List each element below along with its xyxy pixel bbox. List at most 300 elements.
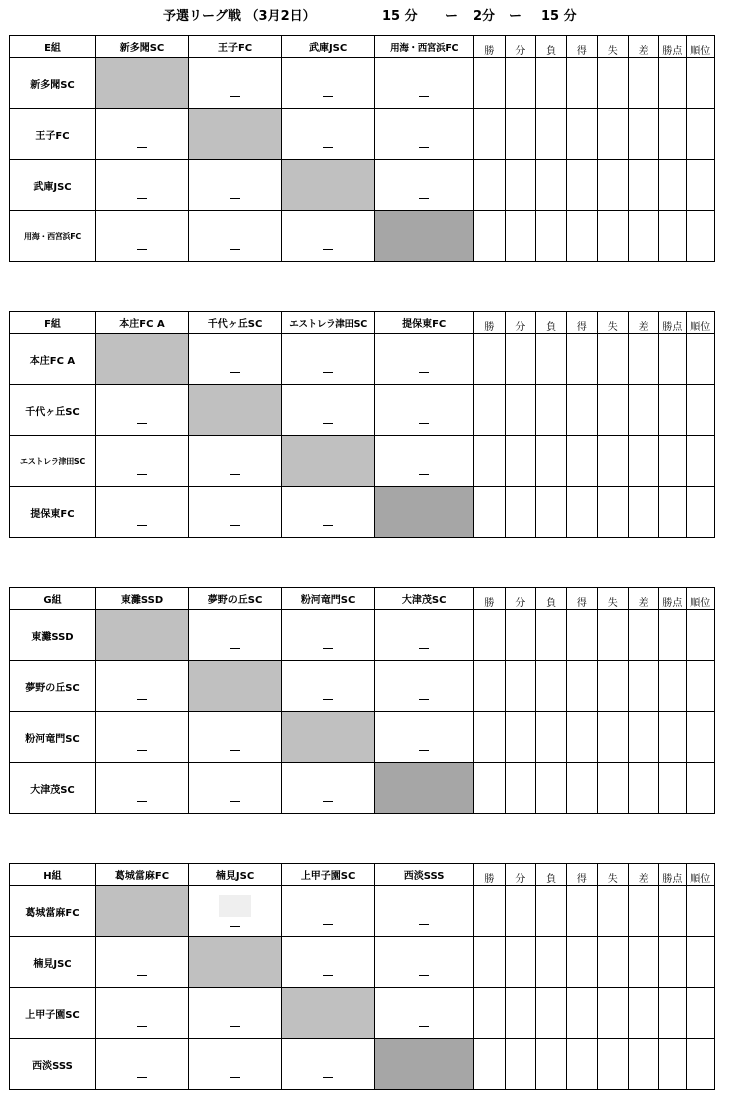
score-placeholder [230,524,240,526]
table-header-row [10,588,715,610]
score-placeholder [419,1025,429,1027]
column-team-name: 千代ヶ丘SC [189,312,282,334]
group-name: E組 [10,36,96,58]
group-table [9,587,715,814]
title-break: 2分 [473,9,496,24]
table-row [10,58,715,109]
score-placeholder [137,698,147,700]
stat-header: 順位 [686,864,714,886]
score-cell [189,763,282,814]
table-row [10,211,715,262]
stat-cell [686,487,714,538]
group-name: F組 [10,312,96,334]
stat-cell [567,385,597,436]
score-placeholder [137,1025,147,1027]
stat-cell [535,58,566,109]
score-cell [282,1039,375,1090]
stat-cell [686,385,714,436]
score-cell [95,1039,188,1090]
stat-cell [659,487,686,538]
score-cell [282,661,375,712]
self-match-cell [95,58,188,109]
score-placeholder [419,647,429,649]
score-cell [189,1039,282,1090]
table-row [10,334,715,385]
table-header-row [10,312,715,334]
row-team-name: 東灘SSD [10,610,96,661]
stat-cell [597,58,628,109]
stat-header: 分 [505,36,535,58]
table-header-row [10,36,715,58]
table-row [10,160,715,211]
stat-cell [597,937,628,988]
stat-header: 負 [535,864,566,886]
score-cell [282,610,375,661]
score-cell [95,661,188,712]
stat-cell [686,661,714,712]
self-match-cell [282,712,375,763]
stat-cell [474,385,505,436]
stat-cell [535,436,566,487]
stat-header: 勝点 [659,312,686,334]
column-team-name: 大津茂SC [375,588,474,610]
row-team-name: 葛城當麻FC [10,886,96,937]
stat-cell [535,109,566,160]
stat-cell [505,211,535,262]
stat-cell [628,436,658,487]
score-cell [282,334,375,385]
score-cell [375,988,474,1039]
score-cell [375,58,474,109]
score-cell [282,487,375,538]
stat-header: 差 [628,864,658,886]
stat-cell [535,763,566,814]
stat-cell [474,109,505,160]
stat-cell [597,988,628,1039]
stat-cell [474,610,505,661]
stat-header: 差 [628,36,658,58]
score-placeholder [419,923,429,925]
self-match-cell [95,610,188,661]
stat-cell [474,487,505,538]
score-placeholder [323,974,333,976]
stat-cell [505,712,535,763]
stat-cell [628,661,658,712]
score-placeholder [137,248,147,250]
score-cell [189,610,282,661]
page-title [0,5,730,25]
score-cell [95,712,188,763]
stat-cell [686,109,714,160]
stat-cell [567,610,597,661]
stat-cell [567,436,597,487]
stat-cell [628,610,658,661]
self-match-cell [282,988,375,1039]
stat-cell [628,58,658,109]
stat-cell [628,334,658,385]
score-placeholder [323,248,333,250]
stat-header: 得 [567,588,597,610]
stat-cell [628,763,658,814]
stat-cell [628,109,658,160]
score-placeholder [419,146,429,148]
row-team-name: 西淡SSS [10,1039,96,1090]
score-placeholder [137,1076,147,1078]
stat-cell [474,886,505,937]
table-row [10,712,715,763]
stat-header: 失 [597,36,628,58]
title-second-half: 15 分 [541,9,577,24]
table-row [10,763,715,814]
stat-cell [505,334,535,385]
score-placeholder [419,422,429,424]
stat-cell [597,487,628,538]
stat-cell [628,1039,658,1090]
self-match-cell [375,1039,474,1090]
stat-header: 得 [567,312,597,334]
table-row [10,988,715,1039]
score-placeholder [419,749,429,751]
stat-cell [628,886,658,937]
score-placeholder [137,473,147,475]
stat-header: 負 [535,588,566,610]
score-cell [95,487,188,538]
stat-cell [659,385,686,436]
stat-header: 負 [535,36,566,58]
score-placeholder [419,473,429,475]
stat-cell [659,988,686,1039]
score-placeholder [137,146,147,148]
stat-cell [535,661,566,712]
stat-cell [567,487,597,538]
group-table [9,311,715,538]
table-row [10,436,715,487]
column-team-name: 葛城當麻FC [95,864,188,886]
stat-header: 勝点 [659,588,686,610]
stat-cell [659,1039,686,1090]
title-dash-2: ー [509,9,523,24]
row-team-name: 大津茂SC [10,763,96,814]
stat-cell [686,610,714,661]
stat-header: 差 [628,588,658,610]
stat-cell [567,109,597,160]
score-cell [95,937,188,988]
score-placeholder [230,800,240,802]
stat-cell [659,886,686,937]
stat-cell [474,334,505,385]
stat-cell [505,1039,535,1090]
score-cell [189,712,282,763]
stat-header: 失 [597,588,628,610]
score-cell [282,58,375,109]
stat-cell [597,886,628,937]
stat-cell [597,385,628,436]
table-row [10,1039,715,1090]
self-match-cell [282,160,375,211]
score-cell [282,886,375,937]
row-team-name: 夢野の丘SC [10,661,96,712]
self-match-cell [375,211,474,262]
row-team-name: 上甲子園SC [10,988,96,1039]
score-placeholder [137,422,147,424]
stat-cell [567,661,597,712]
stat-cell [505,436,535,487]
stat-cell [597,1039,628,1090]
score-cell [189,436,282,487]
score-placeholder [323,524,333,526]
stat-cell [567,937,597,988]
row-team-name: 王子FC [10,109,96,160]
row-team-name: 用海・西宮浜FC [10,211,96,262]
stat-header: 負 [535,312,566,334]
score-cell [95,385,188,436]
score-cell [95,211,188,262]
stat-cell [686,1039,714,1090]
stat-cell [474,160,505,211]
stat-cell [505,160,535,211]
row-team-name: 粉河竜門SC [10,712,96,763]
stat-cell [535,988,566,1039]
column-team-name: 新多聞SC [95,36,188,58]
stat-header: 勝 [474,312,505,334]
score-cell [189,334,282,385]
stat-cell [659,937,686,988]
score-placeholder [137,524,147,526]
score-placeholder [323,371,333,373]
stat-header: 分 [505,312,535,334]
stat-cell [686,937,714,988]
stat-header: 分 [505,864,535,886]
stat-cell [659,334,686,385]
stat-cell [686,58,714,109]
score-placeholder [323,95,333,97]
stat-cell [597,109,628,160]
score-cell [95,763,188,814]
score-placeholder [419,371,429,373]
stat-cell [567,763,597,814]
self-match-cell [282,436,375,487]
score-placeholder [323,800,333,802]
score-cell [95,109,188,160]
score-placeholder [230,248,240,250]
score-placeholder [230,197,240,199]
table-row [10,109,715,160]
stat-cell [628,385,658,436]
score-placeholder [230,1076,240,1078]
stat-cell [474,712,505,763]
score-cell [375,712,474,763]
stat-cell [535,385,566,436]
self-match-cell [189,937,282,988]
score-cell [282,763,375,814]
stat-cell [535,886,566,937]
stat-cell [535,1039,566,1090]
self-match-cell [95,334,188,385]
score-placeholder [323,698,333,700]
score-placeholder [323,422,333,424]
stat-cell [535,160,566,211]
self-match-cell [375,487,474,538]
score-cell [375,109,474,160]
self-match-cell [189,661,282,712]
stat-header: 失 [597,864,628,886]
score-placeholder [419,197,429,199]
row-team-name: 新多聞SC [10,58,96,109]
score-placeholder [419,974,429,976]
stat-cell [474,1039,505,1090]
score-cell [375,334,474,385]
row-team-name: 提保東FC [10,487,96,538]
stat-cell [686,988,714,1039]
score-placeholder [323,923,333,925]
stat-header: 差 [628,312,658,334]
self-match-cell [95,886,188,937]
score-placeholder [323,146,333,148]
score-cell [375,886,474,937]
column-team-name: 東灘SSD [95,588,188,610]
stat-cell [686,436,714,487]
score-cell [282,109,375,160]
stat-cell [628,211,658,262]
score-placeholder [230,473,240,475]
stat-cell [659,211,686,262]
column-team-name: 提保東FC [375,312,474,334]
stat-header: 順位 [686,36,714,58]
table-row [10,886,715,937]
stat-header: 分 [505,588,535,610]
stat-header: 勝点 [659,36,686,58]
score-placeholder [137,974,147,976]
stat-cell [659,712,686,763]
stat-cell [535,334,566,385]
stat-cell [474,988,505,1039]
group-name: H組 [10,864,96,886]
stat-cell [659,763,686,814]
stat-header: 順位 [686,312,714,334]
score-placeholder [230,749,240,751]
score-cell [95,988,188,1039]
stat-cell [505,661,535,712]
table-row [10,610,715,661]
stat-cell [628,937,658,988]
score-cell [375,610,474,661]
row-team-name: 楠見JSC [10,937,96,988]
stat-cell [659,436,686,487]
self-match-cell [189,109,282,160]
stat-cell [628,487,658,538]
self-match-cell [189,385,282,436]
stat-cell [597,712,628,763]
column-team-name: 粉河竜門SC [282,588,375,610]
score-placeholder [230,1025,240,1027]
stat-cell [659,160,686,211]
stat-cell [567,160,597,211]
score-placeholder [419,698,429,700]
stat-cell [659,58,686,109]
stat-cell [567,211,597,262]
score-placeholder [230,371,240,373]
table-row [10,385,715,436]
stat-cell [686,886,714,937]
score-placeholder [137,197,147,199]
table-row [10,487,715,538]
stat-header: 順位 [686,588,714,610]
column-team-name: 上甲子園SC [282,864,375,886]
stat-cell [567,886,597,937]
stat-cell [659,610,686,661]
row-team-name: 本庄FC A [10,334,96,385]
score-cell [282,211,375,262]
score-cell [375,661,474,712]
score-placeholder [419,95,429,97]
self-match-cell [375,763,474,814]
score-cell [189,58,282,109]
group-table [9,35,715,262]
score-placeholder [230,95,240,97]
stat-cell [597,436,628,487]
stat-cell [505,58,535,109]
score-cell [95,436,188,487]
score-placeholder [137,800,147,802]
stat-cell [597,211,628,262]
column-team-name: 西淡SSS [375,864,474,886]
score-cell [282,937,375,988]
stat-cell [686,712,714,763]
stat-header: 勝 [474,864,505,886]
faded-mark [219,895,251,917]
stat-cell [505,763,535,814]
stat-cell [505,937,535,988]
row-team-name: 千代ヶ丘SC [10,385,96,436]
score-cell [375,436,474,487]
column-team-name: 王子FC [189,36,282,58]
stat-cell [659,109,686,160]
table-row [10,937,715,988]
score-cell [375,937,474,988]
stat-cell [535,712,566,763]
stat-cell [567,334,597,385]
stat-cell [474,937,505,988]
stat-cell [597,334,628,385]
stat-cell [597,610,628,661]
row-team-name: エストレラ津田SC [10,436,96,487]
stat-cell [567,58,597,109]
title-main: 予選リーグ戦 （3月2日） [163,9,316,24]
stat-header: 得 [567,36,597,58]
score-cell [282,385,375,436]
stat-header: 勝 [474,36,505,58]
stat-cell [505,385,535,436]
score-cell [189,988,282,1039]
stat-cell [474,436,505,487]
stat-cell [567,988,597,1039]
stat-cell [628,988,658,1039]
stat-cell [686,763,714,814]
score-placeholder [323,1076,333,1078]
stat-header: 失 [597,312,628,334]
stat-cell [474,211,505,262]
score-cell [189,487,282,538]
stat-cell [567,712,597,763]
score-cell [375,160,474,211]
stat-header: 勝 [474,588,505,610]
stat-cell [597,763,628,814]
column-team-name: エストレラ津田SC [282,312,375,334]
group-table [9,863,715,1090]
stat-cell [505,610,535,661]
stat-cell [535,211,566,262]
stat-cell [474,763,505,814]
